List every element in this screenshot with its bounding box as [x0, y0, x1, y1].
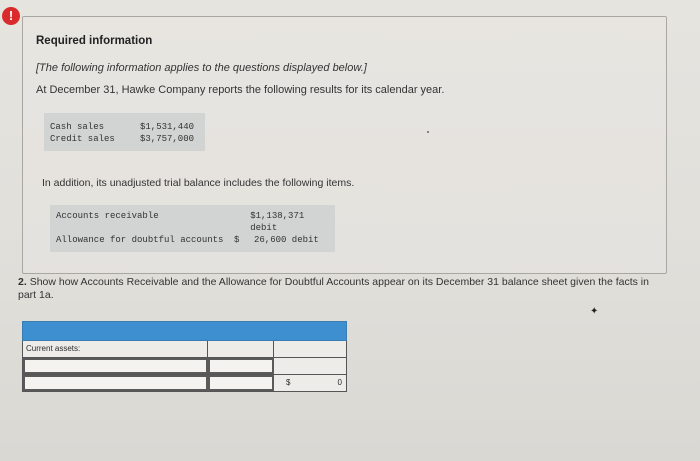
required-information-heading: Required information	[36, 35, 153, 47]
stray-dot	[427, 131, 429, 133]
total-value: 0	[337, 378, 342, 387]
trial-balance-intro: In addition, its unadjusted trial balance includes the following items.	[42, 177, 355, 189]
question-text	[18, 276, 668, 302]
answer-table-header	[22, 321, 347, 341]
trial-balance-row	[56, 210, 335, 234]
amount-input-1[interactable]	[208, 358, 274, 374]
amount-input-2[interactable]	[208, 375, 274, 391]
trial-balance-currency: $	[234, 235, 240, 245]
total-cell	[274, 375, 346, 391]
sales-table	[44, 113, 205, 151]
current-assets-label: Current assets:	[23, 341, 208, 357]
question-body: Show how Accounts Receivable and the Allowance for Doubtful Accounts appear on its December 31 balance sheet given the facts in part 1a.	[18, 276, 649, 301]
alert-icon: !	[2, 7, 20, 25]
trial-balance-label: Accounts receivable	[56, 211, 159, 221]
account-input-2[interactable]	[23, 375, 208, 391]
trial-balance-value: 26,600 debit	[254, 235, 319, 245]
total-currency: $	[286, 378, 291, 387]
sales-row	[50, 121, 205, 133]
sales-label: Cash sales	[50, 122, 105, 132]
answer-table-row	[22, 341, 347, 358]
balance-sheet-answer-table	[22, 321, 347, 392]
sales-row	[50, 133, 205, 145]
applies-note: [The following information applies to the questions displayed below.]	[36, 62, 367, 74]
trial-balance-row	[56, 234, 335, 246]
answer-cell	[274, 341, 346, 357]
cursor-icon: ✦	[590, 306, 599, 317]
trial-balance-value: $1,138,371 debit	[250, 211, 305, 233]
account-input-1[interactable]	[23, 358, 208, 374]
sales-value: $1,531,440	[140, 122, 195, 132]
question-number: 2.	[18, 276, 27, 288]
answer-table-row	[22, 358, 347, 375]
answer-cell	[274, 358, 346, 374]
company-intro: At December 31, Hawke Company reports the following results for its calendar year.	[36, 84, 445, 96]
sales-value: $3,757,000	[140, 134, 195, 144]
answer-table-row	[22, 375, 347, 392]
answer-cell	[208, 341, 274, 357]
sales-label: Credit sales	[50, 134, 115, 144]
trial-balance-currency	[231, 210, 251, 234]
trial-balance-table	[50, 205, 335, 252]
trial-balance-label: Allowance for doubtful accounts	[56, 235, 224, 245]
